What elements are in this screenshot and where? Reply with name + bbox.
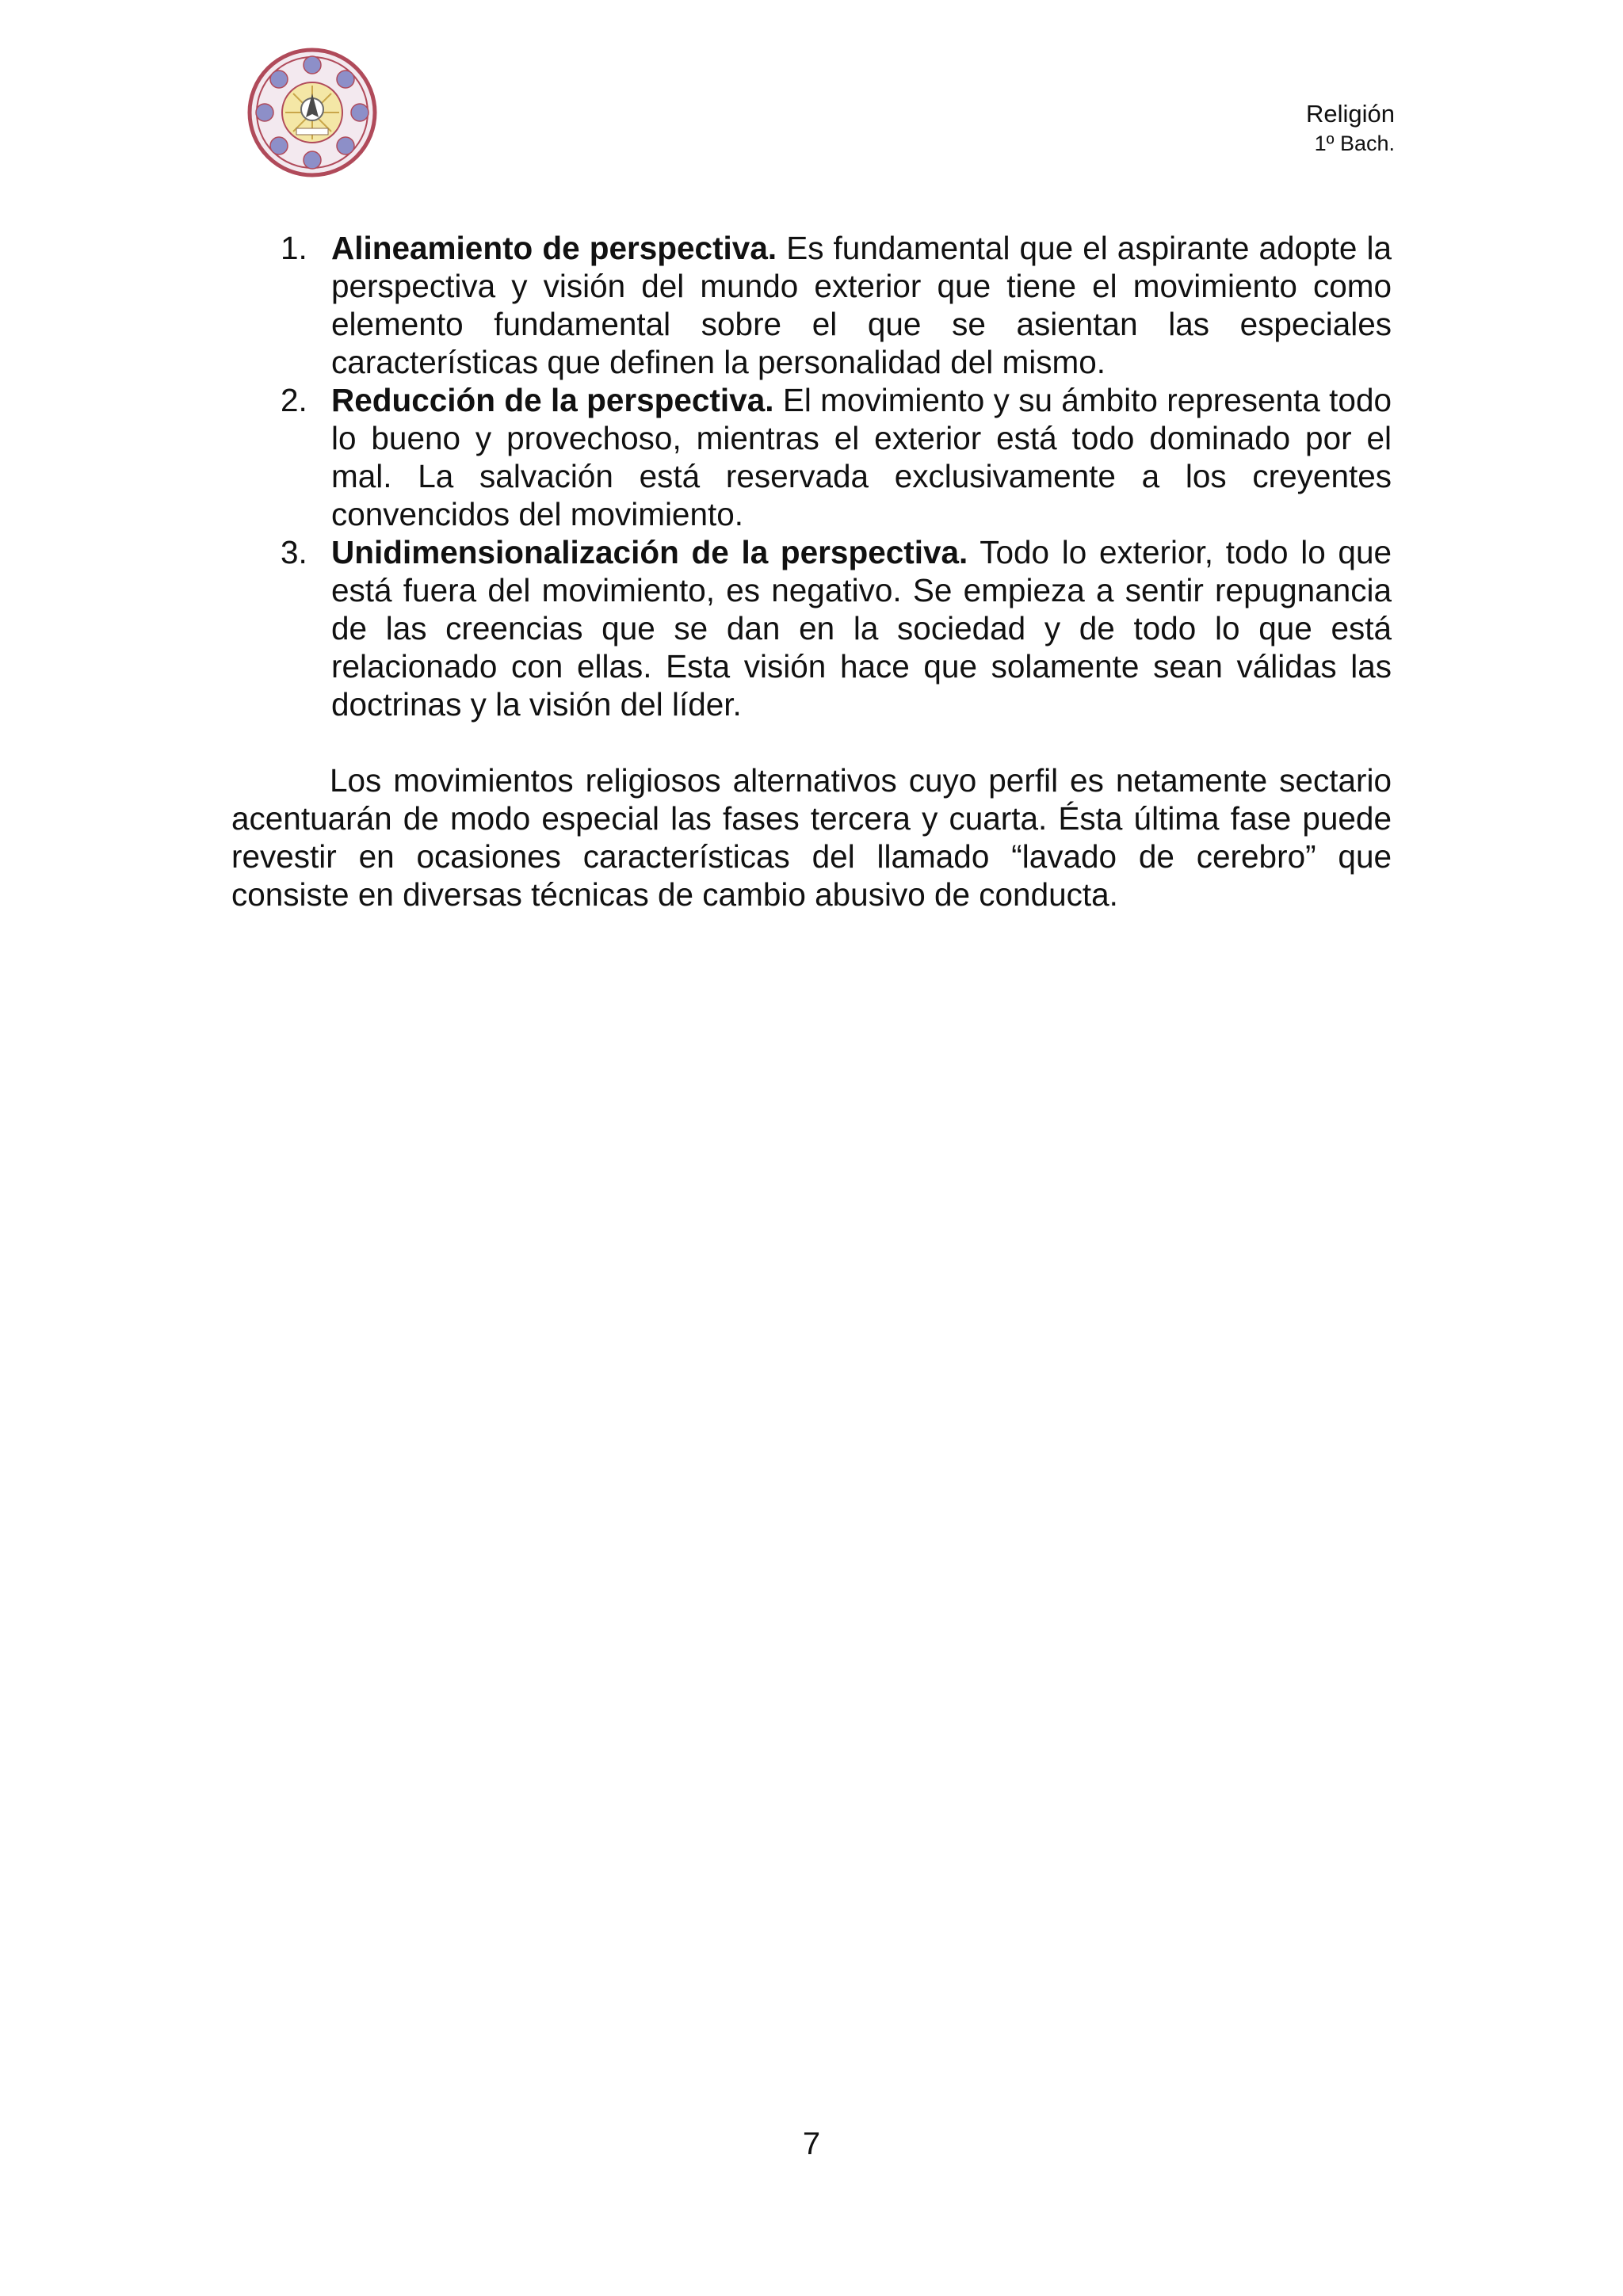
- body-paragraph: Los movimientos religiosos alternativos cuyo perfil es netamente sectario acentuarán de modo especial las fases tercera y cuarta. Ésta última fase puede revestir en ocasiones características del llamado “lavado de cerebro” que consiste en diversas técnicas de cambio abusivo de conducta.: [231, 762, 1392, 913]
- list-item-term: Alineamiento de perspectiva.: [331, 230, 777, 266]
- numbered-list: [231, 229, 1392, 723]
- list-item-number: 2.: [281, 382, 307, 418]
- page-header: [1306, 98, 1395, 157]
- list-item: [231, 533, 1392, 723]
- list-item-number: 1.: [281, 230, 307, 266]
- page-number: 7: [802, 2126, 821, 2161]
- header-course: 1º Bach.: [1314, 132, 1395, 155]
- crest-seal-icon: [247, 48, 377, 177]
- list-item-term: Reducción de la perspectiva.: [331, 382, 774, 418]
- list-item-number: 3.: [281, 534, 307, 570]
- list-item: [231, 381, 1392, 533]
- list-item-text: Es fundamental que el aspirante adopte la perspectiva y visión del mundo exterior que tiene el movimiento como elemento fundamental sobre el que se asientan las especiales características que definen la personalidad del mismo.: [331, 230, 1392, 380]
- list-item: [231, 229, 1392, 381]
- header-subject: Religión: [1305, 100, 1395, 128]
- list-item-text: Todo lo exterior, todo lo que está fuera del movimiento, es negativo. Se empieza a sentir repugnancia de las creencias que se dan en la sociedad y de todo lo que está relacionado con ellas. Esta visión hace que solamente sean válidas las doctrinas y la visión del líder.: [331, 534, 1392, 723]
- list-item-term: Unidimensionalización de la perspectiva.: [331, 534, 968, 570]
- list-item-text: El movimiento y su ámbito representa todo lo bueno y provechoso, mientras el exterior está todo dominado por el mal. La salvación está reservada exclusivamente a los creyentes convencidos del movimiento.: [331, 382, 1392, 532]
- document-body: [231, 229, 1392, 913]
